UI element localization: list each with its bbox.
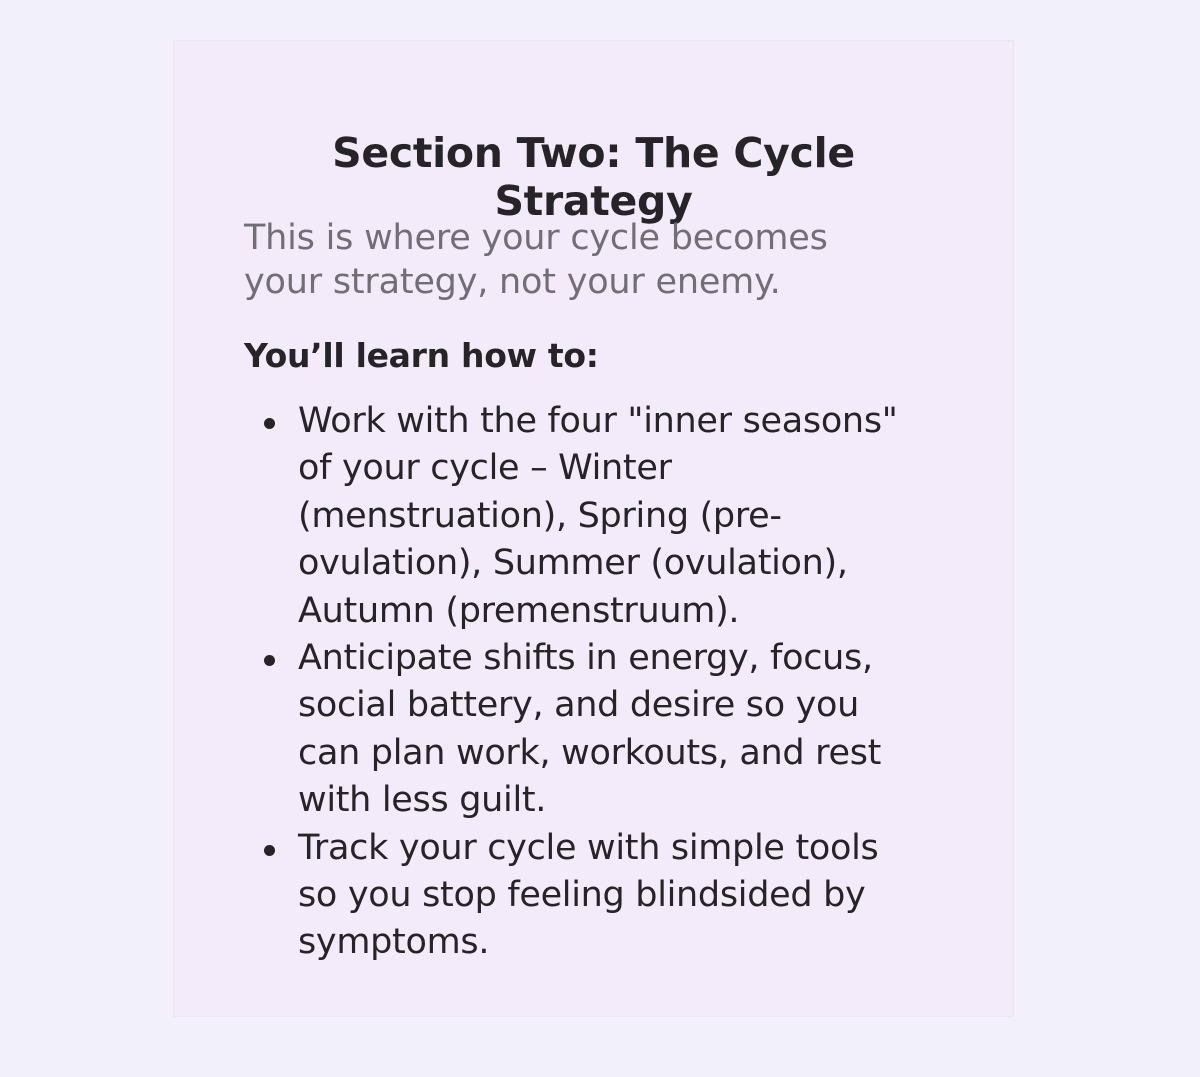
- bullet-icon: [264, 845, 275, 856]
- bullet-icon: [264, 655, 275, 666]
- list-item: [174, 398, 1013, 635]
- section-title-line: Strategy: [494, 177, 693, 225]
- list-item-line: with less guilt.: [298, 780, 547, 821]
- learn-lead: You’ll learn how to:: [244, 336, 599, 375]
- list-item-line: (menstruation), Spring (pre-: [298, 495, 782, 536]
- section-title: [174, 129, 1013, 225]
- list-item-line: ovulation), Summer (ovulation),: [298, 543, 848, 584]
- list-item-line: of your cycle – Winter: [298, 448, 672, 489]
- list-item-line: Track your cycle with simple tools: [298, 827, 879, 868]
- section-title-line: Section Two: The Cycle: [332, 129, 855, 177]
- list-item-line: symptoms.: [298, 922, 490, 963]
- bullet-icon: [264, 418, 275, 429]
- list-item-line: Anticipate shifts in energy, focus,: [298, 638, 873, 679]
- list-item-line: Work with the four "inner seasons": [298, 401, 898, 441]
- list-item: [174, 635, 1013, 825]
- list-item-line: so you stop feeling blindsided by: [298, 875, 866, 916]
- intro-line: your strategy, not your enemy.: [244, 262, 781, 302]
- section-card: [173, 40, 1014, 1017]
- list-item-line: can plan work, workouts, and rest: [298, 732, 882, 773]
- intro-line: This is where your cycle becomes: [244, 218, 828, 258]
- list-item: [174, 825, 1013, 967]
- learning-list: [174, 398, 1013, 967]
- section-intro: [244, 216, 934, 304]
- list-item-line: Autumn (premenstruum).: [298, 590, 740, 631]
- list-item-line: social battery, and desire so you: [298, 685, 860, 726]
